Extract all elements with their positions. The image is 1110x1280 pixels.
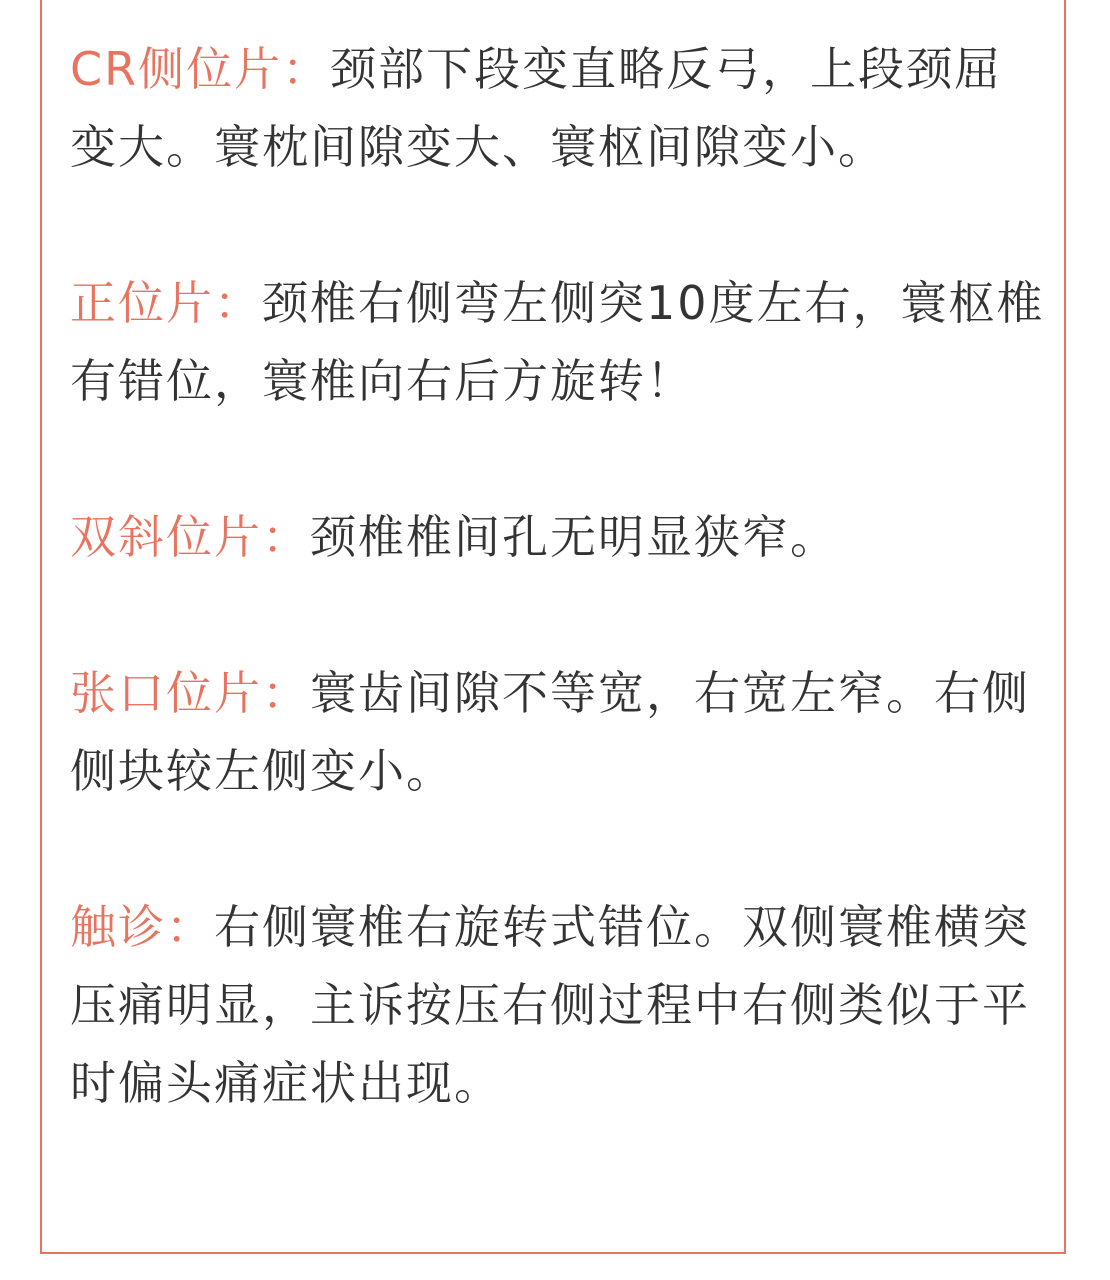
section-palpation: [70, 888, 1045, 1122]
section-spacer: [70, 576, 1045, 654]
section-spacer: [70, 810, 1045, 888]
report-content: [70, 30, 1045, 1122]
section-text: 颈部下段变直略反弓，上段颈屈变大。寰枕间隙变大、寰枢间隙变小。: [70, 42, 1003, 174]
section-ap-view: [70, 264, 1045, 420]
section-open-mouth-view: [70, 654, 1045, 810]
section-label: 触诊：: [70, 900, 214, 954]
section-oblique-view: [70, 498, 1045, 576]
section-text: 寰齿间隙不等宽，右宽左窄。右侧侧块较左侧变小。: [70, 666, 1030, 798]
section-label: 张口位片：: [70, 666, 310, 720]
section-spacer: [70, 420, 1045, 498]
section-label: 双斜位片：: [70, 510, 310, 564]
section-label: CR侧位片：: [70, 42, 331, 96]
section-cr-lateral: [70, 30, 1045, 186]
section-text: 颈椎右侧弯左侧突10度左右，寰枢椎有错位，寰椎向右后方旋转！: [70, 276, 1045, 408]
section-label: 正位片：: [70, 276, 262, 330]
section-spacer: [70, 186, 1045, 264]
section-text: 颈椎椎间孔无明显狭窄。: [310, 510, 838, 564]
section-text: 右侧寰椎右旋转式错位。双侧寰椎横突压痛明显，主诉按压右侧过程中右侧类似于平时偏头痛症状出现。: [70, 900, 1030, 1110]
